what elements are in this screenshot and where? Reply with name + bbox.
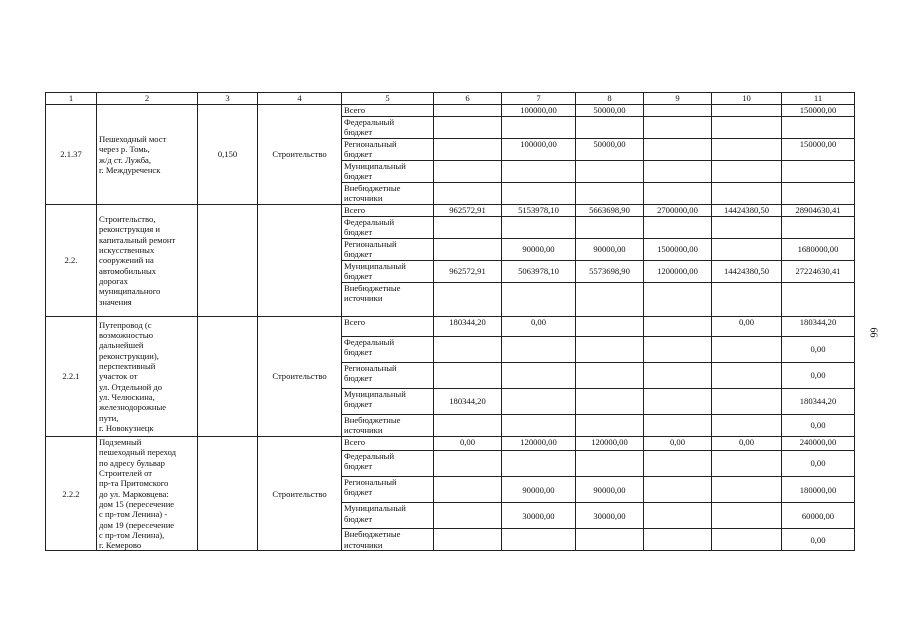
amount-cell: 28904630,41: [782, 205, 855, 217]
amount-cell: [644, 477, 712, 503]
amount-cell: 0,00: [502, 317, 576, 337]
amount-cell: 1500000,00: [644, 239, 712, 261]
amount-cell: 90000,00: [576, 239, 644, 261]
amount-cell: 90000,00: [502, 477, 576, 503]
amount-cell: [502, 415, 576, 437]
amount-cell: 90000,00: [502, 239, 576, 261]
amount-cell: [644, 363, 712, 389]
item-length: [198, 317, 258, 437]
amount-cell: [712, 183, 782, 205]
amount-cell: 5663698,90: [576, 205, 644, 217]
amount-cell: [502, 161, 576, 183]
amount-cell: [712, 451, 782, 477]
amount-cell: [712, 105, 782, 117]
table-row: [46, 437, 855, 451]
amount-cell: 14424380,50: [712, 261, 782, 283]
amount-cell: [576, 363, 644, 389]
amount-cell: [502, 117, 576, 139]
amount-cell: 150000,00: [782, 105, 855, 117]
amount-cell: 150000,00: [782, 139, 855, 161]
amount-cell: 5573698,90: [576, 261, 644, 283]
item-code: 2.1.37: [46, 105, 97, 205]
item-code: 2.2.2: [46, 437, 97, 551]
amount-cell: 180344,20: [434, 317, 502, 337]
amount-cell: [782, 217, 855, 239]
amount-cell: 50000,00: [576, 105, 644, 117]
amount-cell: 0,00: [782, 451, 855, 477]
funding-source-label: Региональный бюджет: [342, 139, 434, 161]
amount-cell: [576, 389, 644, 415]
amount-cell: 1680000,00: [782, 239, 855, 261]
amount-cell: [782, 183, 855, 205]
amount-cell: 120000,00: [576, 437, 644, 451]
amount-cell: 0,00: [782, 415, 855, 437]
amount-cell: [712, 239, 782, 261]
amount-cell: [712, 529, 782, 551]
amount-cell: [434, 337, 502, 363]
amount-cell: [712, 389, 782, 415]
header-cell: 2: [97, 93, 198, 105]
amount-cell: [712, 363, 782, 389]
amount-cell: 240000,00: [782, 437, 855, 451]
amount-cell: [712, 415, 782, 437]
amount-cell: 5063978,10: [502, 261, 576, 283]
amount-cell: [434, 161, 502, 183]
amount-cell: [434, 451, 502, 477]
amount-cell: 0,00: [712, 437, 782, 451]
header-cell: 5: [342, 93, 434, 105]
amount-cell: 2700000,00: [644, 205, 712, 217]
item-work-type: Строительство: [258, 317, 342, 437]
table-body: [46, 93, 855, 551]
amount-cell: [502, 183, 576, 205]
page-number: 66: [867, 327, 879, 338]
amount-cell: [644, 529, 712, 551]
amount-cell: [434, 363, 502, 389]
funding-source-label: Региональный бюджет: [342, 239, 434, 261]
item-length: 0,150: [198, 105, 258, 205]
item-work-type: Строительство: [258, 105, 342, 205]
amount-cell: [576, 283, 644, 317]
amount-cell: [712, 283, 782, 317]
amount-cell: [644, 105, 712, 117]
amount-cell: 60000,00: [782, 503, 855, 529]
amount-cell: 0,00: [782, 529, 855, 551]
amount-cell: 1200000,00: [644, 261, 712, 283]
header-row: [46, 93, 855, 105]
amount-cell: [434, 117, 502, 139]
amount-cell: [644, 139, 712, 161]
funding-source-label: Федеральный бюджет: [342, 117, 434, 139]
amount-cell: 90000,00: [576, 477, 644, 503]
funding-source-label: Всего: [342, 317, 434, 337]
amount-cell: 0,00: [782, 363, 855, 389]
amount-cell: [644, 317, 712, 337]
funding-source-label: Федеральный бюджет: [342, 451, 434, 477]
amount-cell: [576, 317, 644, 337]
amount-cell: 5153978,10: [502, 205, 576, 217]
item-name: Путепровод (с возможностью дальнейшей реконструкции), перспективный участок от ул. Отдельной до ул. Челюскина, железнодорожные пути, г. Новокузнецк: [97, 317, 198, 437]
amount-cell: [712, 117, 782, 139]
amount-cell: 180344,20: [782, 317, 855, 337]
funding-source-label: Всего: [342, 205, 434, 217]
amount-cell: [644, 451, 712, 477]
amount-cell: [644, 503, 712, 529]
amount-cell: [712, 217, 782, 239]
amount-cell: [502, 283, 576, 317]
amount-cell: [712, 503, 782, 529]
amount-cell: 120000,00: [502, 437, 576, 451]
amount-cell: 0,00: [434, 437, 502, 451]
amount-cell: [434, 239, 502, 261]
amount-cell: [434, 183, 502, 205]
amount-cell: 0,00: [712, 317, 782, 337]
funding-source-label: Внебюджетные источники: [342, 283, 434, 317]
amount-cell: 100000,00: [502, 139, 576, 161]
funding-source-label: Муниципальный бюджет: [342, 389, 434, 415]
budget-table: [45, 92, 855, 551]
amount-cell: [712, 161, 782, 183]
amount-cell: [644, 217, 712, 239]
item-length: [198, 437, 258, 551]
item-name: Строительство, реконструкция и капитальный ремонт искусственных сооружений на автомобильных дорогах муниципального значения: [97, 205, 198, 317]
amount-cell: 50000,00: [576, 139, 644, 161]
table-row: [46, 205, 855, 217]
amount-cell: [434, 139, 502, 161]
amount-cell: [712, 337, 782, 363]
amount-cell: [502, 389, 576, 415]
amount-cell: 30000,00: [502, 503, 576, 529]
item-code: 2.2.1: [46, 317, 97, 437]
amount-cell: [644, 283, 712, 317]
amount-cell: [576, 451, 644, 477]
header-cell: 4: [258, 93, 342, 105]
amount-cell: 0,00: [782, 337, 855, 363]
amount-cell: [576, 529, 644, 551]
amount-cell: 962572,91: [434, 205, 502, 217]
item-name: Пешеходный мост через р. Томь, ж/д ст. Лужба, г. Междуреченск: [97, 105, 198, 205]
amount-cell: [502, 363, 576, 389]
amount-cell: 0,00: [644, 437, 712, 451]
amount-cell: [712, 139, 782, 161]
item-work-type: Строительство: [258, 437, 342, 551]
item-name: Подземный пешеходный переход по адресу бульвар Строителей от пр-та Притомского до ул. Марковцева: дом 15 (пересечение с пр-том Ленина) - дом 19 (пересечение с пр-том Ленина), г. Кемерово: [97, 437, 198, 551]
amount-cell: 180344,20: [782, 389, 855, 415]
funding-source-label: Региональный бюджет: [342, 477, 434, 503]
funding-source-label: Федеральный бюджет: [342, 217, 434, 239]
header-cell: 10: [712, 93, 782, 105]
header-cell: 7: [502, 93, 576, 105]
amount-cell: [644, 117, 712, 139]
amount-cell: 14424380,50: [712, 205, 782, 217]
funding-source-label: Внебюджетные источники: [342, 529, 434, 551]
item-code: 2.2.: [46, 205, 97, 317]
amount-cell: [644, 161, 712, 183]
amount-cell: [576, 415, 644, 437]
amount-cell: [502, 217, 576, 239]
amount-cell: [576, 217, 644, 239]
table-row: [46, 317, 855, 337]
funding-source-label: Региональный бюджет: [342, 363, 434, 389]
header-cell: 6: [434, 93, 502, 105]
header-cell: 9: [644, 93, 712, 105]
amount-cell: 180344,20: [434, 389, 502, 415]
amount-cell: [434, 477, 502, 503]
funding-source-label: Муниципальный бюджет: [342, 261, 434, 283]
amount-cell: [644, 415, 712, 437]
amount-cell: [434, 283, 502, 317]
amount-cell: [576, 161, 644, 183]
amount-cell: [644, 389, 712, 415]
amount-cell: [644, 183, 712, 205]
amount-cell: [434, 503, 502, 529]
item-work-type: [258, 205, 342, 317]
amount-cell: 27224630,41: [782, 261, 855, 283]
amount-cell: [576, 337, 644, 363]
amount-cell: [434, 105, 502, 117]
amount-cell: [576, 117, 644, 139]
amount-cell: 180000,00: [782, 477, 855, 503]
amount-cell: 962572,91: [434, 261, 502, 283]
amount-cell: [644, 337, 712, 363]
amount-cell: 30000,00: [576, 503, 644, 529]
funding-source-label: Всего: [342, 437, 434, 451]
header-cell: 8: [576, 93, 644, 105]
funding-source-label: Федеральный бюджет: [342, 337, 434, 363]
amount-cell: [502, 337, 576, 363]
funding-source-label: Внебюджетные источники: [342, 183, 434, 205]
header-cell: 1: [46, 93, 97, 105]
amount-cell: [576, 183, 644, 205]
funding-source-label: Всего: [342, 105, 434, 117]
amount-cell: [782, 161, 855, 183]
amount-cell: 100000,00: [502, 105, 576, 117]
header-cell: 11: [782, 93, 855, 105]
amount-cell: [434, 529, 502, 551]
amount-cell: [782, 283, 855, 317]
funding-source-label: Муниципальный бюджет: [342, 503, 434, 529]
funding-source-label: Муниципальный бюджет: [342, 161, 434, 183]
header-cell: 3: [198, 93, 258, 105]
amount-cell: [712, 477, 782, 503]
amount-cell: [502, 529, 576, 551]
amount-cell: [502, 451, 576, 477]
amount-cell: [434, 415, 502, 437]
funding-source-label: Внебюджетные источники: [342, 415, 434, 437]
item-length: [198, 205, 258, 317]
amount-cell: [782, 117, 855, 139]
table-row: [46, 105, 855, 117]
amount-cell: [434, 217, 502, 239]
